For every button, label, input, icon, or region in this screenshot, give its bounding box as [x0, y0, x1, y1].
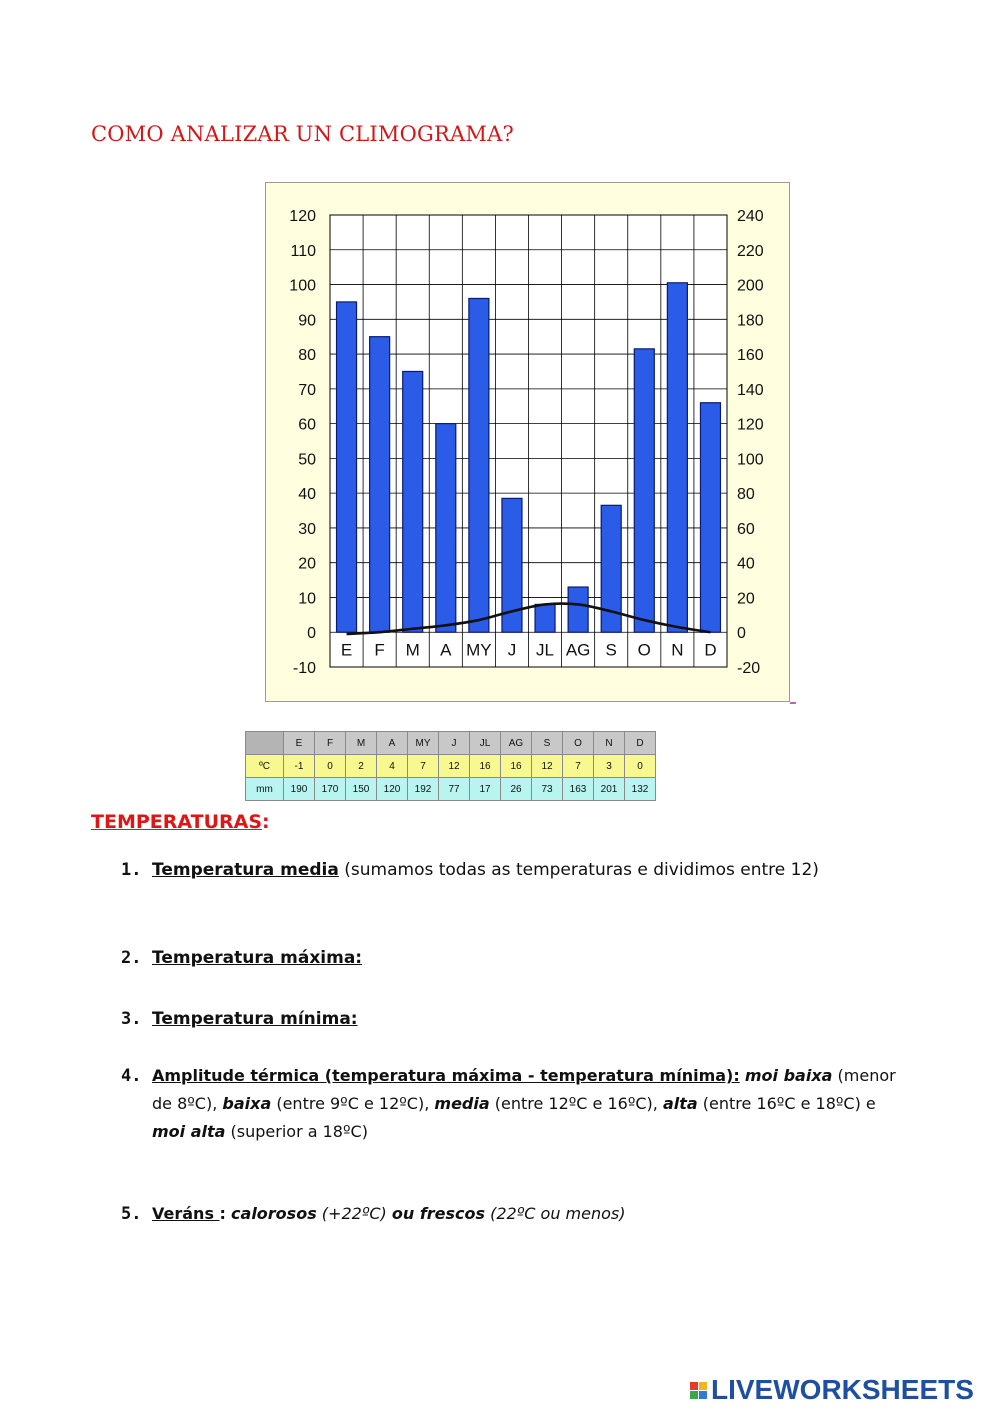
y-right-tick-label: 140	[737, 381, 764, 399]
item-heading: Amplitude térmica (temperatura máxima - temperatura mínima):	[152, 1066, 740, 1085]
table-cell: 16	[501, 755, 532, 778]
table-header-cell: M	[346, 732, 377, 755]
y-left-tick-label: 10	[298, 590, 316, 608]
table-header-cell: S	[532, 732, 563, 755]
table-header-cell: O	[563, 732, 594, 755]
decorative-dash	[790, 702, 796, 704]
liveworksheets-logo-icon	[690, 1382, 707, 1399]
x-category-label: J	[507, 640, 517, 660]
table-cell: 16	[470, 755, 501, 778]
liveworksheets-logo	[690, 1376, 974, 1404]
item-heading: Temperatura mínima:	[152, 1009, 358, 1029]
table-cell: 201	[594, 778, 625, 801]
precipitation-bar	[403, 371, 423, 632]
table-cell: 0	[315, 755, 346, 778]
page-title: COMO ANALIZAR UN CLIMOGRAMA?	[91, 122, 514, 146]
x-category-label: D	[704, 640, 717, 660]
item-text: (entre 16ºC e 18ºC) e	[697, 1094, 876, 1113]
y-left-tick-label: 40	[298, 486, 316, 504]
table-cell: 7	[563, 755, 594, 778]
precipitation-bar	[535, 604, 555, 632]
list-item-4	[121, 1062, 901, 1146]
table-row-label: mm	[246, 778, 284, 801]
item-colon: :	[219, 1204, 226, 1223]
item-text: (superior a 18ºC)	[225, 1122, 368, 1141]
item-text: (22ºC ou menos)	[485, 1204, 626, 1223]
table-cell: 17	[470, 778, 501, 801]
category-moi-alta: moi alta	[152, 1122, 226, 1141]
precipitation-bar	[568, 587, 588, 632]
y-right-tick-label: 120	[737, 416, 764, 434]
precipitation-bar	[436, 424, 456, 633]
table-header-cell: JL	[470, 732, 501, 755]
climograph-chart	[265, 182, 790, 702]
table-cell: 0	[625, 755, 656, 778]
y-right-tick-label: 20	[737, 590, 755, 608]
precipitation-bar	[469, 298, 489, 632]
table-cell: 73	[532, 778, 563, 801]
table-cell: 12	[532, 755, 563, 778]
y-right-tick-label: 0	[737, 625, 746, 643]
section-heading-label: TEMPERATURAS	[91, 811, 263, 833]
item-text: (menor de 8ºC),	[152, 1066, 896, 1113]
table-header-cell: AG	[501, 732, 532, 755]
precipitation-bar	[337, 302, 357, 632]
y-left-tick-label: 110	[290, 242, 316, 260]
x-category-label: A	[440, 640, 452, 660]
table-cell: 163	[563, 778, 594, 801]
summer-hot: calorosos	[231, 1204, 317, 1223]
y-left-tick-label: -10	[292, 660, 316, 677]
table-header-cell: MY	[408, 732, 439, 755]
y-left-tick-label: 70	[298, 381, 316, 399]
table-cell: 170	[315, 778, 346, 801]
item-heading: Veráns	[152, 1204, 220, 1223]
precipitation-bar	[667, 283, 687, 632]
table-header-cell: D	[625, 732, 656, 755]
climate-data-table	[245, 731, 656, 801]
y-right-tick-label: 160	[737, 347, 764, 365]
list-item-3	[121, 1005, 901, 1033]
list-item-number: 3.	[121, 1009, 142, 1029]
list-item-5	[121, 1200, 901, 1228]
y-right-tick-label: 40	[737, 555, 755, 573]
precipitation-bar	[370, 337, 390, 633]
category-baixa: baixa	[222, 1094, 272, 1113]
table-header-cell: E	[284, 732, 315, 755]
table-header-cell: J	[439, 732, 470, 755]
table-cell: 192	[408, 778, 439, 801]
table-cell: -1	[284, 755, 315, 778]
x-category-label: S	[605, 640, 617, 660]
table-cell: 120	[377, 778, 408, 801]
y-right-tick-label: 60	[737, 520, 755, 538]
category-alta: alta	[662, 1094, 698, 1113]
x-category-label: N	[671, 640, 684, 660]
precipitation-bar	[634, 349, 654, 632]
table-row-label: ºC	[246, 755, 284, 778]
item-text: (entre 9ºC e 12ºC),	[271, 1094, 435, 1113]
x-category-label: M	[405, 640, 420, 660]
table-header-cell	[246, 732, 284, 755]
x-category-label: O	[637, 640, 651, 660]
x-category-label: MY	[466, 640, 492, 660]
y-right-tick-label: 220	[737, 242, 764, 260]
y-left-tick-label: 20	[298, 555, 316, 573]
table-cell: 150	[346, 778, 377, 801]
table-header-cell: N	[594, 732, 625, 755]
y-left-tick-label: 80	[298, 347, 316, 365]
table-cell: 3	[594, 755, 625, 778]
table-cell: 26	[501, 778, 532, 801]
table-cell: 132	[625, 778, 656, 801]
y-right-tick-label: 180	[737, 312, 764, 330]
y-left-tick-label: 30	[298, 520, 316, 538]
precipitation-bar	[700, 403, 720, 632]
list-item-2	[121, 944, 901, 972]
y-right-tick-label: 200	[737, 277, 764, 295]
table-row-precipitation	[246, 778, 656, 801]
y-right-tick-label: 100	[737, 451, 764, 469]
table-header-cell: F	[315, 732, 346, 755]
item-text: (entre 12ºC e 16ºC),	[489, 1094, 663, 1113]
climograph-svg	[265, 182, 790, 702]
item-text: (+22ºC)	[316, 1204, 392, 1223]
category-moi-baixa: moi baixa	[744, 1066, 833, 1085]
y-left-tick-label: 100	[289, 277, 316, 295]
liveworksheets-logo-text: LIVEWORKSHEETS	[711, 1374, 974, 1405]
list-item-number: 4.	[121, 1066, 142, 1086]
x-category-label: JL	[536, 640, 555, 660]
table-cell: 77	[439, 778, 470, 801]
category-media: media	[434, 1094, 490, 1113]
table-header-row	[246, 732, 656, 755]
y-right-tick-label: -20	[737, 660, 761, 677]
y-right-tick-label: 80	[737, 486, 755, 504]
y-left-tick-label: 90	[298, 312, 316, 330]
x-category-label: E	[340, 640, 353, 660]
y-right-tick-label: 240	[737, 208, 764, 225]
x-category-label: AG	[565, 640, 591, 660]
list-item-number: 2.	[121, 948, 142, 968]
table-header-cell: A	[377, 732, 408, 755]
table-cell: 2	[346, 755, 377, 778]
item-heading: Temperatura media	[152, 860, 339, 880]
item-heading: Temperatura máxima:	[152, 948, 363, 968]
list-item-number: 1.	[121, 860, 142, 880]
summer-cool: ou frescos	[391, 1204, 486, 1223]
list-item-number: 5.	[121, 1204, 142, 1224]
x-category-label: F	[374, 640, 385, 660]
list-item-1	[121, 856, 901, 884]
table-row-temperature	[246, 755, 656, 778]
y-left-tick-label: 120	[289, 208, 316, 225]
section-heading-colon: :	[262, 811, 270, 833]
item-text: (sumamos todas as temperaturas e dividimos entre 12)	[338, 860, 819, 880]
table-cell: 12	[439, 755, 470, 778]
y-left-tick-label: 60	[298, 416, 316, 434]
table-cell: 7	[408, 755, 439, 778]
y-left-tick-label: 0	[307, 625, 316, 643]
table-cell: 4	[377, 755, 408, 778]
y-left-tick-label: 50	[298, 451, 316, 469]
section-heading-temperaturas	[91, 811, 270, 833]
table-cell: 190	[284, 778, 315, 801]
